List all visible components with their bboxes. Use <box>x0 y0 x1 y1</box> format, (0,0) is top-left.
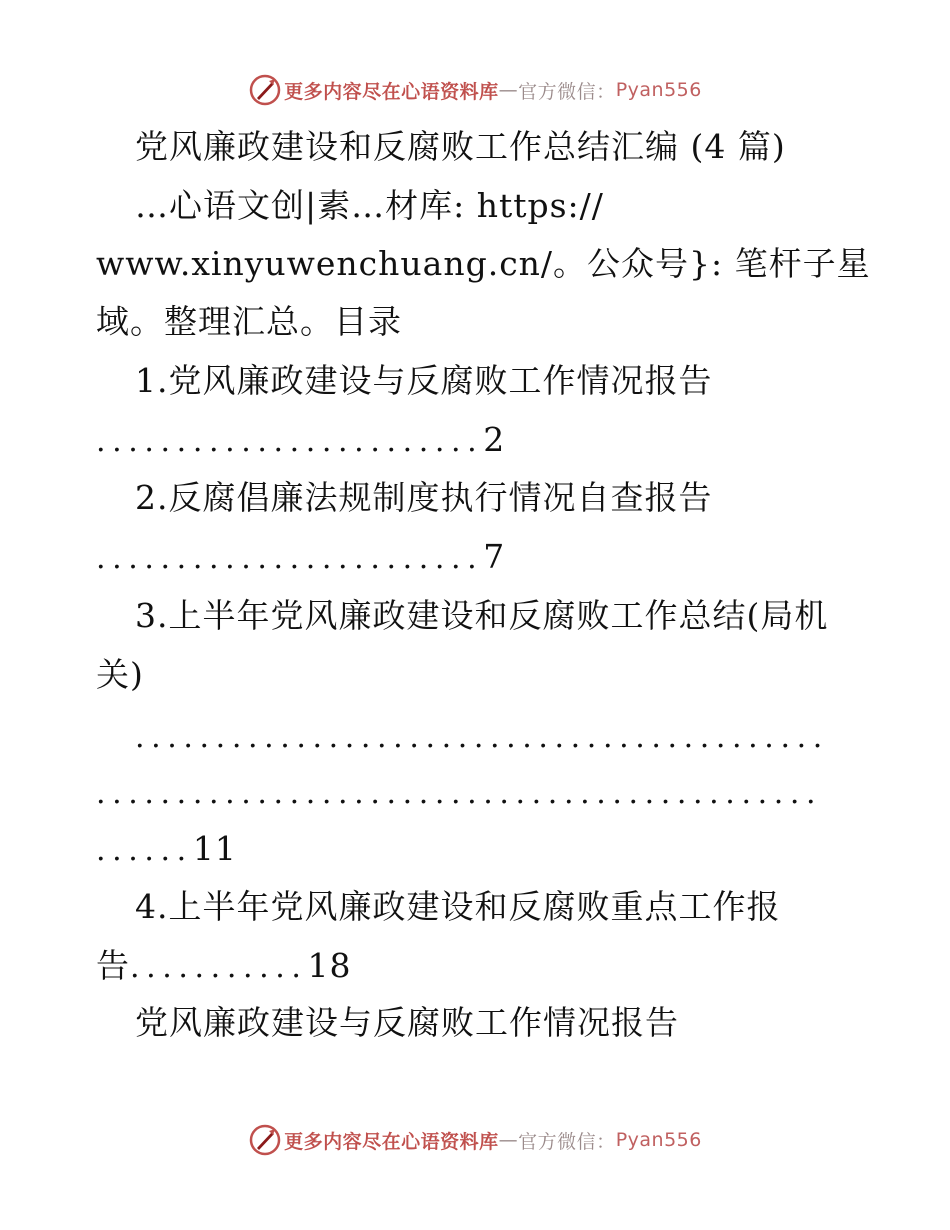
toc-entry-3-dots-1: ........................................... <box>135 720 829 755</box>
section-heading: 党风廉政建设与反腐败工作情况报告 <box>135 1003 679 1042</box>
toc-entry-1-title: 1.党风廉政建设与反腐败工作情况报告 <box>135 361 713 400</box>
toc-entry-4-dots: ........... <box>130 950 308 985</box>
toc-entry-3-leader-3 <box>96 829 237 871</box>
source-url-line: www.xinyuwenchuang.cn/。公众号}: 笔杆子星 <box>96 244 871 283</box>
quill-logo-icon <box>248 73 282 107</box>
banner-wechat-label: 官方微信： <box>518 80 616 103</box>
toc-entry-4-page: 18 <box>307 946 352 985</box>
toc-entry-2-dots: ........................ <box>96 541 484 576</box>
toc-entry-3-leader-1 <box>135 716 829 758</box>
header-watermark-banner <box>0 70 950 110</box>
banner-separator: — <box>498 1129 519 1151</box>
footer-watermark-banner <box>0 1120 950 1160</box>
toc-entry-2-page: 7 <box>483 537 506 576</box>
toc-entry-4-title-cont <box>96 946 352 988</box>
banner-site-text: 更多内容尽在心语资料库 <box>284 1130 499 1153</box>
toc-entry-2-leader <box>96 537 505 579</box>
document-title: 党风廉政建设和反腐败工作总结汇编 (4 篇) <box>135 127 786 166</box>
toc-entry-4-title-end: 告 <box>96 946 130 985</box>
banner-separator: — <box>498 79 519 101</box>
toc-entry-1-page: 2 <box>483 420 506 459</box>
toc-entry-1-dots: ........................ <box>96 424 484 459</box>
toc-entry-3-leader-2 <box>96 772 822 814</box>
toc-entry-2-title: 2.反腐倡廉法规制度执行情况自查报告 <box>135 478 713 517</box>
toc-entry-3-dots-2: ............................................. <box>96 776 823 811</box>
source-line: …心语文创|素…材库: https:// <box>135 186 604 225</box>
toc-entry-1-leader <box>96 420 505 462</box>
toc-entry-3-title: 3.上半年党风廉政建设和反腐败工作总结(局机 <box>135 596 829 635</box>
toc-entry-3-title-cont: 关) <box>96 655 144 694</box>
banner-wechat-label: 官方微信： <box>518 1130 616 1153</box>
toc-entry-3-dots-3: ...... <box>96 833 193 868</box>
banner-wechat-id: Pyan556 <box>615 1129 702 1151</box>
quill-logo-icon <box>248 1123 282 1157</box>
source-toc-line: 域。整理汇总。目录 <box>96 302 402 341</box>
toc-entry-4-title: 4.上半年党风廉政建设和反腐败重点工作报 <box>135 887 781 926</box>
banner-wechat-id: Pyan556 <box>615 79 702 101</box>
banner-site-text: 更多内容尽在心语资料库 <box>284 80 499 103</box>
toc-entry-3-page: 11 <box>192 829 237 868</box>
